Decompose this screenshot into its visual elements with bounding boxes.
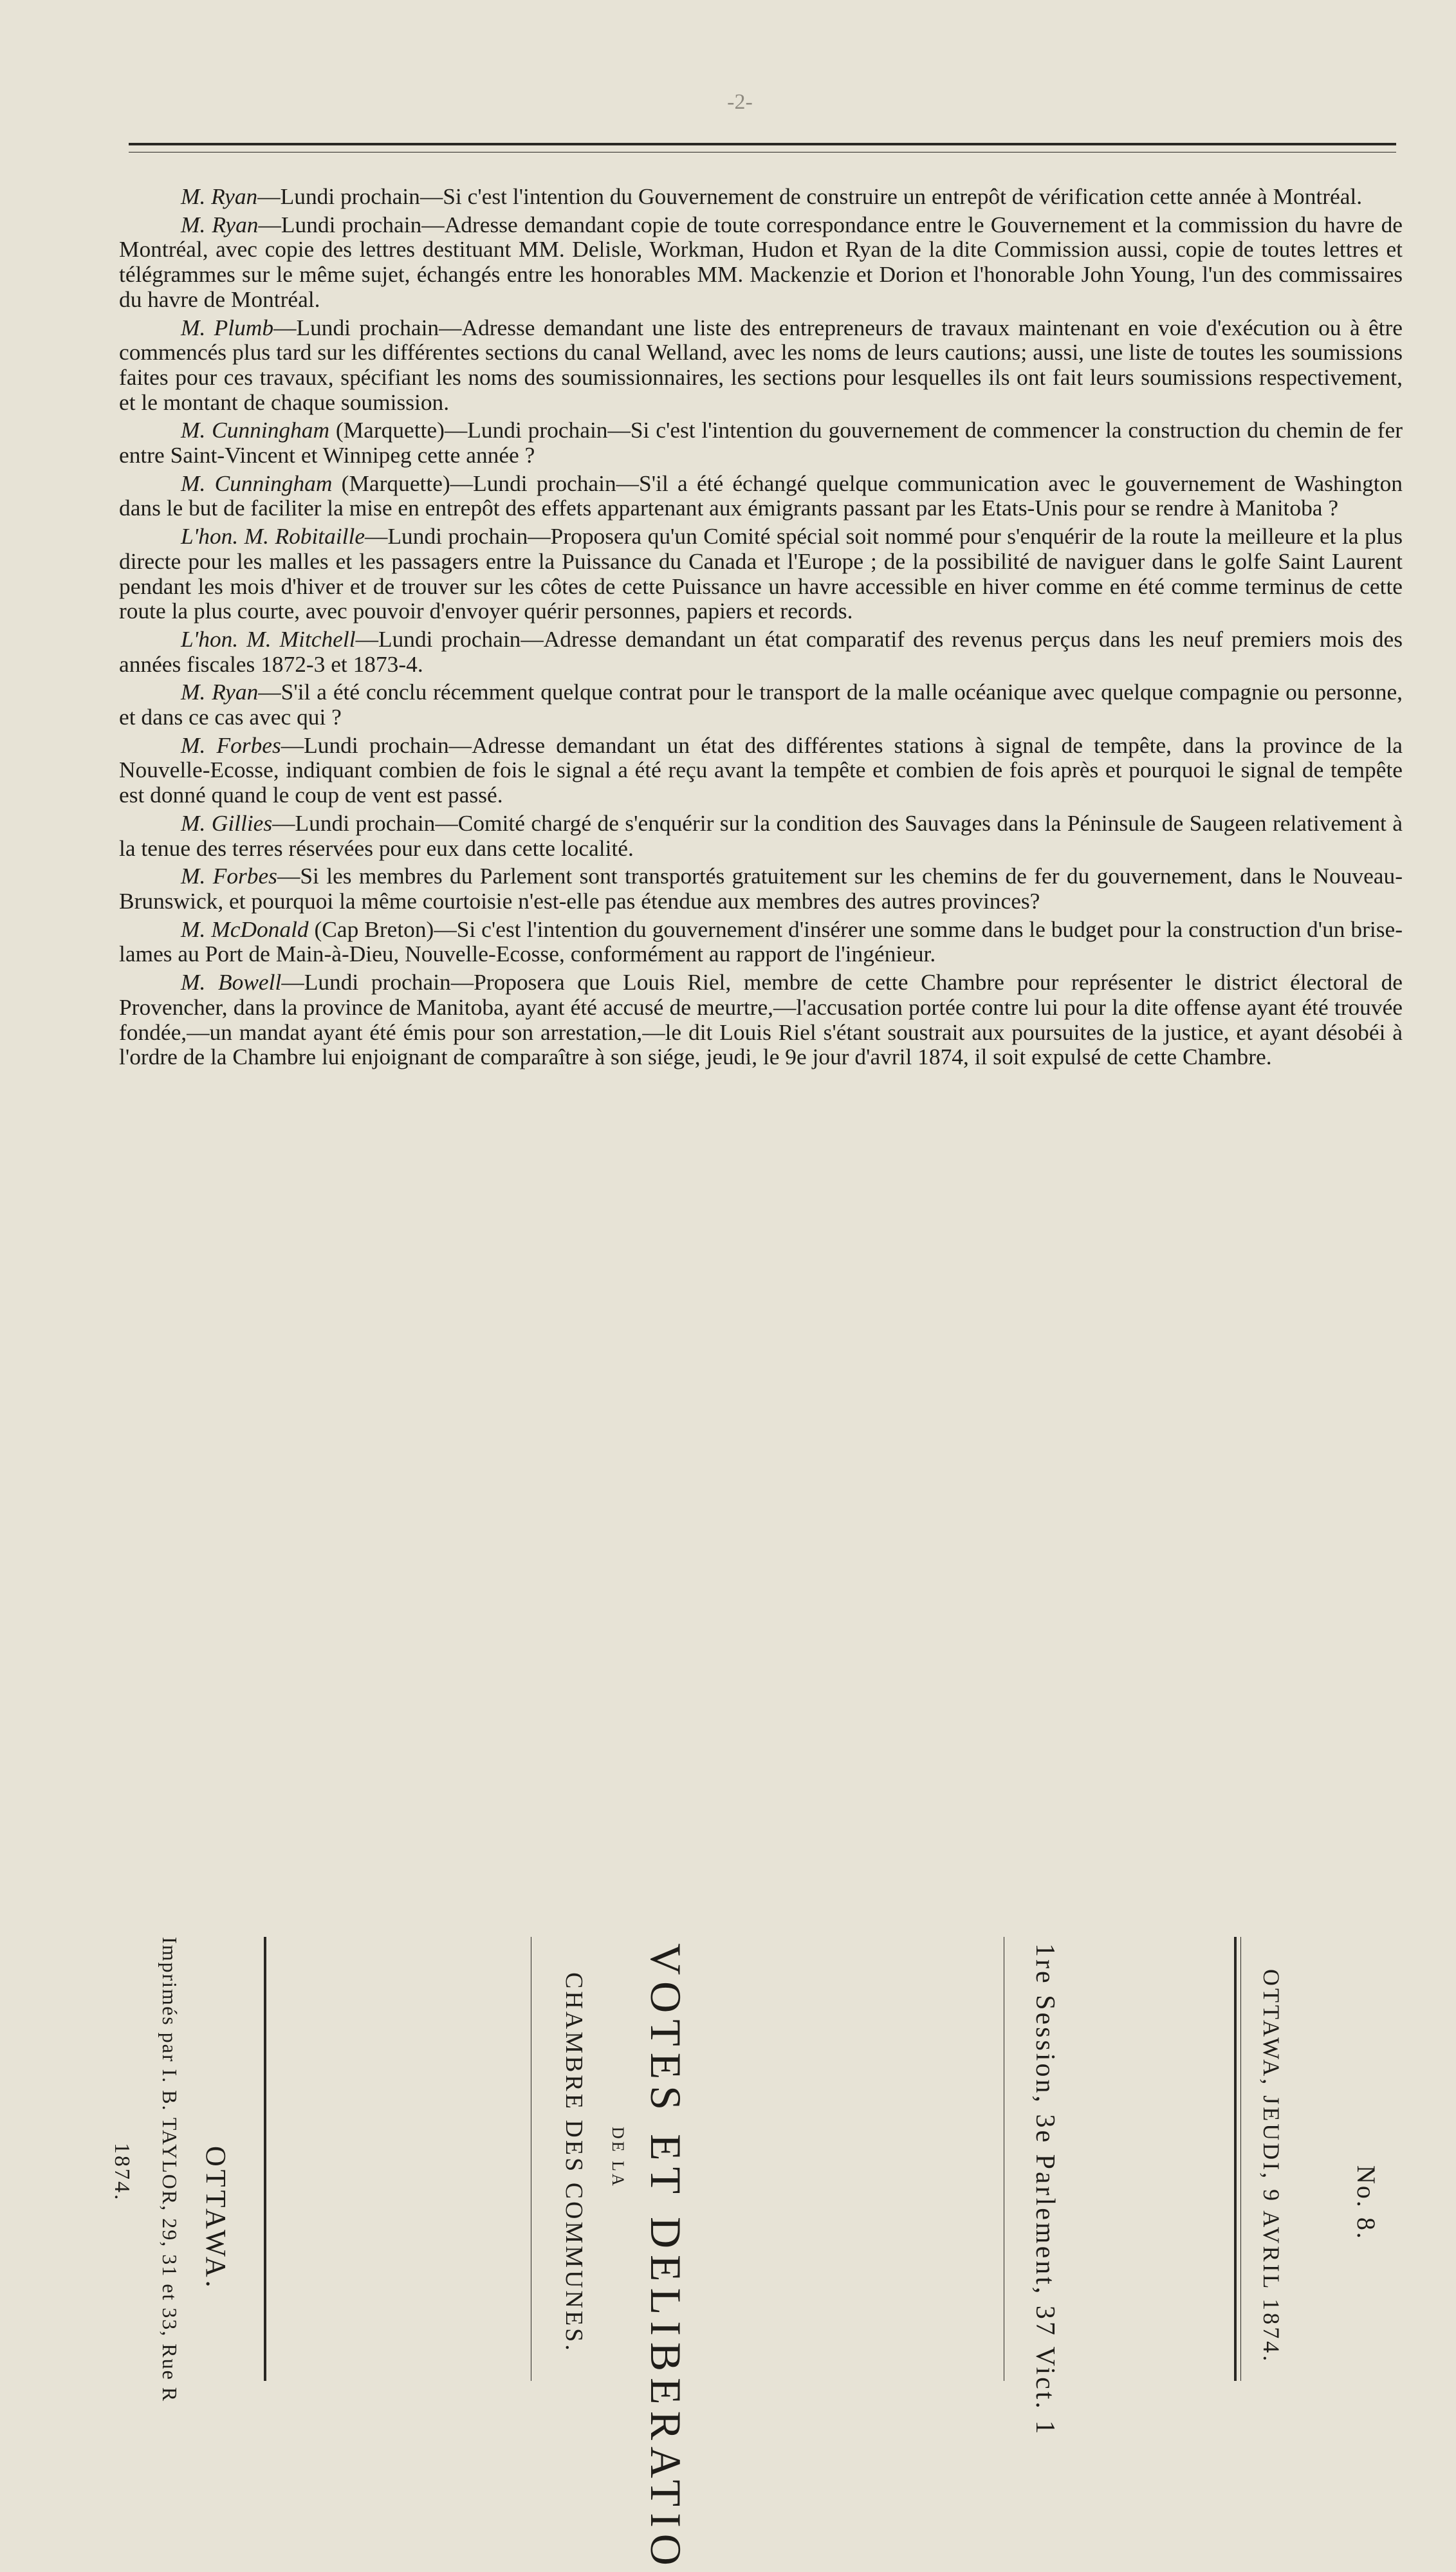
member-name: M. Ryan <box>181 211 259 237</box>
member-name: M. Bowell <box>181 969 282 995</box>
notice-text: —Lundi prochain—Adresse demandant copie de toute correspondance entre le Gouvernement et la commission du havre de Montréal, avec copie des lettres destituant MM. Delisle, Workman, Hudon et Ryan de la dite Commission aussi, copie de toutes lettres et télégrammes sur le même sujet, échangés entre les honorables MM. Mackenzie et Dorion et l'honorable John Young, l'un des commissaires du havre de Montréal. <box>119 211 1403 312</box>
notice-text: (Marquette)—Lundi prochain—Si c'est l'intention du gouvernement de commencer la construction du chemin de fer entre Saint-Vincent et Winnipeg cette année ? <box>119 417 1403 468</box>
notice-entry <box>119 627 1403 676</box>
notice-text: —Lundi prochain—Proposera que Louis Riel, membre de cette Chambre pour représenter le district électoral de Provencher, dans la province de Manitoba, ayant été accusé de meurtre,—l'accusation portée contre lui pour la dite offense ayant été trouvée fondée,—un mandat ayant été émis pour son arrestation,—le dit Louis Riel s'étant soustrait aux poursuites de la justice, et ayant désobéi à l'ordre de la Chambre lui enjoignant de comparaître à son siége, jeudi, le 9e jour d'avril 1874, il soit expulsé de cette Chambre. <box>119 969 1403 1070</box>
notice-entry <box>119 864 1403 913</box>
cover-year: 1874. <box>110 2143 134 2202</box>
printer-line: Imprimés par I. B. TAYLOR, 29, 31 et 33, Rue R <box>158 1937 181 2403</box>
cover-rule <box>1234 1937 1237 2381</box>
cover-rule <box>1240 1937 1241 2381</box>
notice-entry <box>119 418 1403 467</box>
member-name: M. Gillies <box>181 810 273 836</box>
notice-text: —Si les membres du Parlement sont transportés gratuitement sur les chemins de fer du gouvernement, dans le Nouveau-Brunswick, et pourquoi la même courtoisie n'est-elle pas étendue aux membres des autres provinces? <box>119 863 1403 914</box>
member-name: M. Plumb <box>181 314 274 340</box>
notice-entry <box>119 680 1403 729</box>
session-line: 1re Session, 3e Parlement, 37 Vict. 1 <box>1030 1943 1060 2437</box>
member-name: L'hon. M. Mitchell <box>181 625 356 652</box>
notice-text: (Marquette)—Lundi prochain—S'il a été échangé quelque communication avec le gouvernement de Washington dans le but de faciliter la mise en entrepôt des effets appartenant aux émigrants passant par les Etats-Unis pour se rendre à Manitoba ? <box>119 470 1403 521</box>
member-name: M. Ryan <box>181 183 258 209</box>
notice-text: —Lundi prochain—Comité chargé de s'enquérir sur la condition des Sauvages dans la Péninsule de Saugeen relativement à la tenue des terres réservées pour eux dans cette localité. <box>119 810 1403 861</box>
member-name: M. Cunningham <box>181 470 333 496</box>
notice-text: (Cap Breton)—Si c'est l'intention du gouvernement d'insérer une somme dans le budget pour la construction d'un brise-lames au Port de Main-à-Dieu, Nouvelle-Ecosse, conformément au rapport de l'ingénieur. <box>119 916 1403 967</box>
notice-entry <box>119 471 1403 521</box>
notice-entry <box>119 524 1403 624</box>
member-name: M. Ryan <box>181 679 259 705</box>
header-rule-thin <box>129 152 1396 153</box>
cover-title: VOTES ET DELIBERATIO <box>641 1943 690 2572</box>
member-name: L'hon. M. Robitaille <box>181 523 365 550</box>
member-name: M. Forbes <box>181 863 277 889</box>
issue-number: No. 8. <box>1352 2165 1381 2241</box>
notice-entry <box>119 184 1403 209</box>
cover-rule <box>264 1937 266 2381</box>
notice-entry <box>119 970 1403 1069</box>
notice-text: —Lundi prochain—Si c'est l'intention du Gouvernement de construire un entrepôt de vérification cette année à Montréal. <box>257 183 1363 209</box>
member-name: M. Forbes <box>181 732 281 758</box>
cover-city: OTTAWA. <box>200 2146 232 2291</box>
notice-text: —Lundi prochain—Adresse demandant un état des différentes stations à signal de tempête, dans la province de la Nouvelle-Ecosse, indiquant combien de fois le signal a été reçu avant la tempête et combien de fois après et pourquoi le signal de tempête est donné quand le coup de vent est passé. <box>119 732 1403 808</box>
member-name: M. Cunningham <box>181 417 330 443</box>
cover-de-la: DE LA <box>609 2127 627 2188</box>
notice-entry <box>119 212 1403 312</box>
page-number: -2- <box>727 90 753 114</box>
notice-entry <box>119 315 1403 415</box>
member-name: M. McDonald <box>181 916 309 942</box>
notice-entry <box>119 917 1403 967</box>
notice-text: —Lundi prochain—Adresse demandant une liste des entrepreneurs de travaux maintenant en voie d'exécution ou à être commencés plus tard sur les différentes sections du canal Welland, avec les noms de leurs cautions; aussi, une liste de toutes les soumissions faites pour ces travaux, spécifiant les noms des soumissionnaires, les sections pour lesquelles ils ont fait leurs soumissions respectivement, et le montant de chaque soumission. <box>119 314 1403 415</box>
notices-of-motion <box>119 184 1403 1073</box>
notice-text: —Lundi prochain—Proposera qu'un Comité spécial soit nommé pour s'enquérir de la route la meilleure et la plus directe pour les malles et les passagers entre la Puissance du Canada et l'Europe ; de la possibilité de naviguer dans le golfe Saint Laurent pendant les mois d'hiver et de trouver sur les côtes de cette Puissance un havre accessible en hiver comme en été comme terminus de cette route la plus courte, avec pouvoir d'envoyer quérir personnes, papiers et records. <box>119 523 1403 624</box>
notice-entry <box>119 733 1403 808</box>
notice-text: —S'il a été conclu récemment quelque contrat pour le transport de la malle océanique avec quelque compagnie ou personne, et dans ce cas avec qui ? <box>119 679 1403 730</box>
chamber-name: CHAMBRE DES COMMUNES. <box>560 1972 587 2353</box>
header-rule <box>129 143 1396 145</box>
notice-text: —Lundi prochain—Adresse demandant un état comparatif des revenus perçus dans les neuf premiers mois des années fiscales 1872-3 et 1873-4. <box>119 625 1403 677</box>
issue-date: OTTAWA, JEUDI, 9 AVRIL 1874. <box>1258 1969 1284 2364</box>
notice-entry <box>119 811 1403 860</box>
